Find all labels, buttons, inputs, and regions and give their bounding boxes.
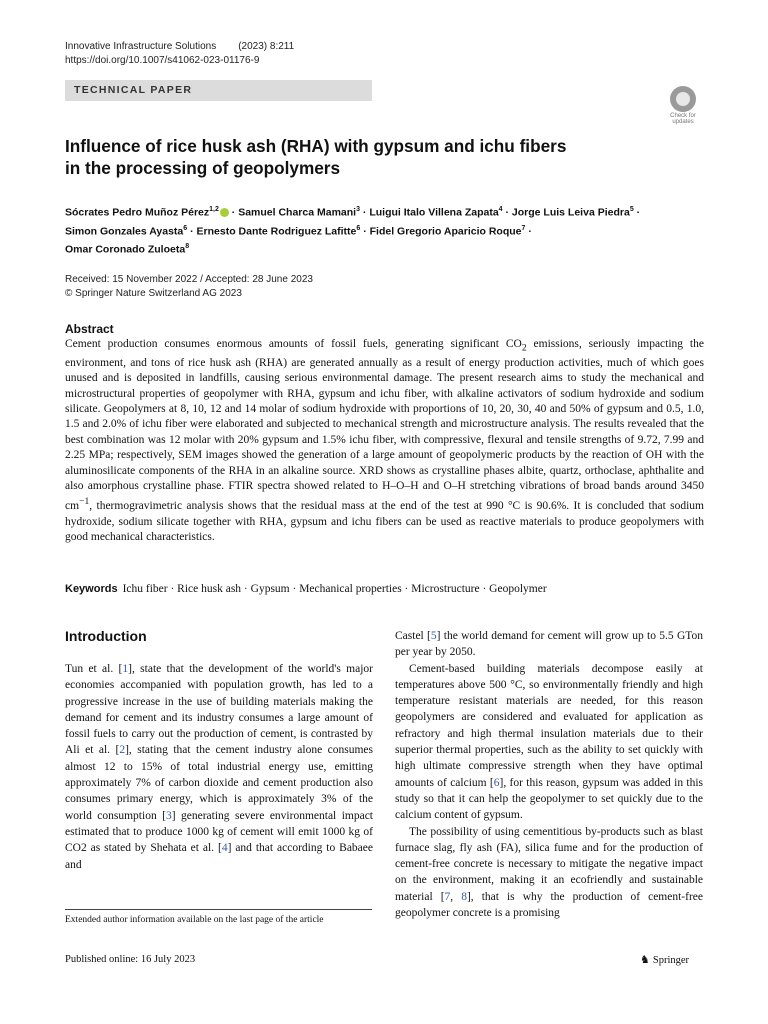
author-name[interactable]: Fidel Gregorio Aparicio Roque xyxy=(369,225,522,237)
abstract-heading: Abstract xyxy=(65,322,114,336)
citation-link[interactable]: 6 xyxy=(493,776,500,789)
intro-column-right xyxy=(395,628,703,921)
check-for-updates-badge[interactable] xyxy=(664,86,702,124)
citation-link[interactable]: 2 xyxy=(119,744,126,757)
published-date: Published online: 16 July 2023 xyxy=(65,954,196,965)
article-type-banner xyxy=(65,80,372,101)
author-affiliation: 6 xyxy=(356,224,361,232)
keywords-label: Keywords xyxy=(65,583,118,595)
author-name[interactable]: Samuel Charca Mamani xyxy=(238,206,357,219)
author-affiliation: 6 xyxy=(183,224,188,232)
citation-link[interactable]: 8 xyxy=(461,890,467,903)
keywords xyxy=(65,582,547,597)
author-affiliation: 3 xyxy=(356,206,360,213)
article-dates xyxy=(65,273,313,301)
article-type-label: TECHNICAL PAPER xyxy=(74,84,193,96)
author-name[interactable]: Jorge Luis Leiva Piedra xyxy=(511,206,630,219)
citation-link[interactable]: 7 xyxy=(444,890,451,903)
citation-link[interactable]: 1 xyxy=(122,663,129,675)
keywords-text: Ichu fiber · Rice husk ash · Gypsum · Mechanical properties · Microstructure · Geopolymer xyxy=(122,583,547,595)
volume-info: (2023) 8:211 xyxy=(238,41,295,52)
citation-link[interactable]: 4 xyxy=(221,842,228,855)
author-name[interactable]: Sócrates Pedro Muñoz Pérez xyxy=(65,206,210,219)
footnote-divider xyxy=(65,909,372,910)
received-accepted: Received: 15 November 2022 / Accepted: 28 June 2023 xyxy=(65,274,313,285)
author-affiliation: 8 xyxy=(185,243,190,250)
footnote: Extended author information available on the last page of the article xyxy=(65,915,324,925)
author-list: Sócrates Pedro Muñoz Pérez$^{1,2}$ · Samuel Charca Mamani$^3$ · Luigui Italo Villena Zapata$^4$ · Jorge Luis Leiva Piedra$^5$ · Simon Gonzales Ayasta$^6$ · Ernesto Dante Rodriguez Lafitte$^6$ · Fidel Gregorio Aparicio Roque$^7$ · Omar Coronado Zuloeta$^8$ xyxy=(65,206,641,256)
paper-title: Influence of rice husk ash (RHA) with gypsum and ichu fibers in the processing of geopolymers xyxy=(65,136,567,178)
journal-name: Innovative Infrastructure Solutions xyxy=(65,41,217,52)
doi-link[interactable]: https://doi.org/10.1007/s41062-023-01176-9 xyxy=(65,55,260,66)
springer-horse-icon: ♞ xyxy=(640,954,650,966)
intro-paragraph: Castel [5] the world demand for cement will grow up to 5.5 GTon per year by 2050. xyxy=(395,630,703,659)
orcid-icon[interactable] xyxy=(220,208,229,217)
author-name[interactable]: Ernesto Dante Rodriguez Lafitte xyxy=(196,225,357,237)
intro-paragraph: The possibility of using cementitious by-products such as blast furnace slag, fly ash (FA), silica fume and for the production of cement-free concrete is necessary to mitigate the negative impact on the environment, making it an ecofriendly and sustainable material [7, 8], that is why the production of cement-free geopolymer concrete is a promising xyxy=(395,825,704,920)
introduction-heading: Introduction xyxy=(65,628,147,644)
author-affiliation: 7 xyxy=(521,224,526,232)
citation-link[interactable]: 3 xyxy=(165,809,172,822)
author-affiliation: 5 xyxy=(629,206,634,213)
copyright: © Springer Nature Switzerland AG 2023 xyxy=(65,288,242,299)
check-updates-icon xyxy=(670,86,696,112)
author-name[interactable]: Luigui Italo Villena Zapata xyxy=(369,206,499,219)
author-name[interactable]: Simon Gonzales Ayasta xyxy=(65,225,184,237)
check-updates-text: Check for updates xyxy=(670,113,696,125)
publisher-logo[interactable]: ♞ Springer xyxy=(640,954,690,966)
citation-link[interactable]: 5 xyxy=(430,630,437,642)
abstract-text: Cement production consumes enormous amounts of fossil fuels, generating significant $CO_2$ emissions, seriously impacting the environment, and tons of rice husk ash (RHA) are generated annually as a result of energy production activities, much of which goes unused and is deposited in landfills, causing serious environmental damage. The present research aims to study the mechanical and microstructural properties of geopolymer with RHA, gypsum and ichu fiber, with alkaline activators of sodium hydroxide and sodium silicate. Geopolymers at 8, 10, 12 and 14 molar of sodium hydroxide with proportions of 10, 20, 30, 40 and 50% of gypsum and 0.5, 1.0, 1.5 and 2.0% of ichu fiber were elaborated and subjected to mechanical strength and microstructure analysis. The results revealed that the best combination was 12 molar with 20% gypsum and 1.5% ichu fiber, with compressive, flexural and tensile strengths of 9.72, 7.99 and 2.25 MPa; respectively, SEM images showed the generation of a large amount of geopolymeric products by the reaction of OH with the aluminosilicate components of the RHA in an alkaline source. XRD shows as crystalline phases albite, quartz, orthoclase, aphthalite and also amorphous crystalline phase. FTIR spectra showed related to H–O–H and O–H stretching vibrations of broad bands around 3450 $cm^{-1}$, thermogravimetric analysis shows that the residual mass at the end of the test at 990 °C is 90.6%. It is concluded that sodium hydroxide, sodium silicate together with RHA, gypsum and ichu fibers can be used as reactive materials to produce geopolymers with good mechanical characteristics. xyxy=(65,338,704,543)
intro-column-left: Tun et al. [1], state that the development of the world's major economies accompanied with population growth, has led to a progressive increase in the use of building materials making the demand for cement and its industry consumes a large amount of fossil fuels to carry out the production of cement, is contrasted by Ali et al. [2], stating that the cement industry alone consumes almost 12 to 15% of total industrial energy use, emitting approximately 7% of carbon dioxide and cement production also consumes primary energy, which is approximately 3% of the world consumption [3] generating severe environmental impact estimated that to produce 1000 kg of cement will emit 1000 kg of CO2 as stated by Shehata et al. [4] and that according to Babaee and xyxy=(65,663,373,871)
running-header xyxy=(65,40,294,68)
author-affiliation: 1,2 xyxy=(209,206,219,213)
intro-paragraph: Cement-based building materials decompose easily at temperatures above 500 °C, so environmentally friendly and high temperature resistant materials are needed, for this reason geopolymers are considered and evaluated for application as refractory and high thermal insulation materials due to their superior thermal properties, such as the ability to set quickly with high ultimate compressive strength when they have optimal amounts of calcium [6], for this reason, gypsum was added in this study so that it can help the geopolymer to set quickly due to the calcium content of gypsum. xyxy=(395,662,703,822)
author-name[interactable]: Omar Coronado Zuloeta xyxy=(65,243,186,256)
author-affiliation: 4 xyxy=(498,206,503,213)
